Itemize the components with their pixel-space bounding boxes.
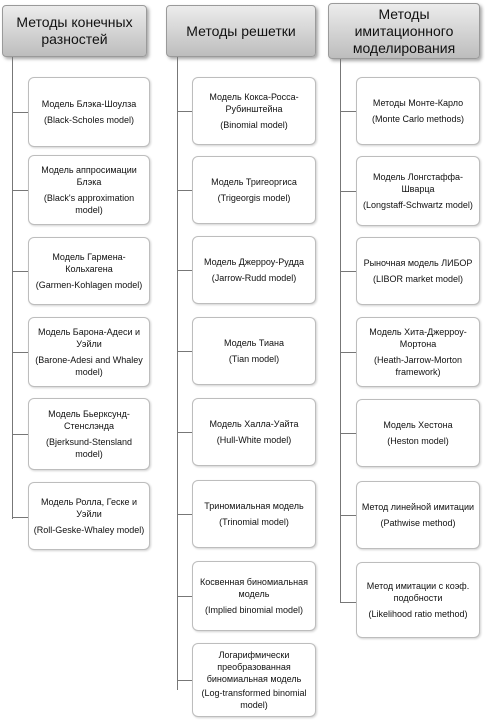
column-title: Методы решетки — [186, 22, 296, 39]
model-box — [28, 482, 150, 550]
model-name-ru: Модель Хита-Джерроу-Мортона — [369, 327, 467, 349]
model-name-ru: Модель Джерроу-Рудда — [203, 257, 305, 267]
connector-branch — [177, 190, 192, 191]
connector-branch — [177, 596, 192, 597]
model-name-en: (Hull-White model) — [216, 435, 292, 445]
connector-branch — [12, 352, 28, 353]
model-box — [192, 236, 316, 304]
model-name-ru: Модель Тиана — [224, 338, 284, 348]
model-name-ru: Модель Кокса-Росса-Рубинштейна — [209, 92, 299, 114]
model-name-ru: Модель Гармена-Кольхагена — [52, 252, 126, 274]
model-name-ru: Методы Монте-Карло — [372, 98, 464, 108]
connector-branch — [340, 515, 356, 516]
model-box — [28, 398, 150, 470]
connector-branch — [177, 111, 192, 112]
model-name-ru: Модель аппросимации Блэка — [41, 165, 137, 187]
model-name-ru: Модель Блэка-Шоулза — [41, 99, 137, 109]
model-box — [192, 77, 316, 145]
column-header-lattice — [166, 5, 316, 57]
model-name-ru: Модель Барона-Адеси и Уэйли — [37, 327, 140, 349]
model-name-en: (LIBOR market model) — [372, 274, 464, 284]
model-box — [356, 237, 480, 305]
connector-branch — [177, 270, 192, 271]
model-name-ru: Модель Ролла, Геске и Уэйли — [40, 497, 138, 519]
column-title: Методы имитационного моделирования — [352, 5, 456, 56]
connector-branch — [12, 517, 28, 518]
model-name-ru: Модель Бьерксунд-Стенслэнда — [48, 409, 130, 431]
connector-branch — [177, 351, 192, 352]
connector-branch — [340, 433, 356, 434]
model-name-en: (Jarrow-Rudd model) — [211, 273, 297, 283]
connector-branch — [340, 352, 356, 353]
connector-trunk — [340, 59, 341, 603]
model-box — [28, 155, 150, 225]
connector-branch — [340, 191, 356, 192]
model-box — [192, 480, 316, 548]
model-name-en: (Heston model) — [387, 436, 449, 446]
connector-branch — [177, 432, 192, 433]
model-name-en: (Garmen-Kohlagen model) — [35, 280, 143, 290]
model-box — [28, 237, 150, 305]
model-name-en: (Likelihood ratio method) — [368, 609, 468, 619]
model-name-en: (Barone-Adesi and Whaley model) — [35, 355, 143, 377]
model-name-ru: Метод имитации с коэф. подобности — [366, 581, 470, 603]
model-name-en: (Implied binomial model) — [204, 605, 304, 615]
model-name-ru: Рыночная модель ЛИБОР — [363, 258, 473, 268]
connector-branch — [340, 602, 356, 603]
model-name-ru: Метод линейной имитации — [361, 502, 475, 512]
model-name-en: (Heath-Jarrow-Morton framework) — [373, 355, 463, 377]
model-name-en: (Roll-Geske-Whaley model) — [33, 525, 145, 535]
model-name-ru: Модель Халла-Уайта — [209, 419, 299, 429]
model-name-en: (Black's approximation model) — [43, 193, 135, 215]
model-name-en: (Monte Carlo methods) — [371, 114, 465, 124]
connector-branch — [12, 434, 28, 435]
model-name-ru: Косвенная биномиальная модель — [200, 577, 308, 599]
model-box — [28, 317, 150, 387]
model-box — [356, 399, 480, 467]
model-name-ru: Модель Лонгстаффа-Шварца — [372, 172, 464, 194]
model-box — [356, 481, 480, 549]
model-name-en: (Log-transformed binomial model) — [201, 688, 307, 710]
connector-branch — [12, 190, 28, 191]
model-name-ru: Логарифмически преобразованная биномиальная модель — [206, 650, 302, 684]
model-box — [356, 562, 480, 638]
model-name-en: (Pathwise method) — [380, 518, 456, 528]
model-box — [356, 77, 480, 145]
model-box — [192, 398, 316, 466]
model-name-ru: Триномиальная модель — [204, 501, 304, 511]
model-name-en: (Binomial model) — [220, 120, 288, 130]
column-header-simulation — [328, 3, 480, 59]
model-box — [356, 156, 480, 226]
model-box — [192, 561, 316, 631]
model-box — [192, 317, 316, 385]
column-title: Методы конечных разностей — [16, 14, 133, 47]
model-name-en: (Trinomial model) — [219, 517, 289, 527]
model-box — [356, 317, 480, 387]
model-name-en: (Bjerksund-Stensland model) — [45, 437, 133, 459]
column-header-finite-difference — [2, 5, 147, 57]
connector-branch — [177, 680, 192, 681]
model-name-ru: Модель Хестона — [383, 420, 453, 430]
connector-branch — [12, 271, 28, 272]
model-box — [28, 77, 150, 147]
connector-branch — [340, 271, 356, 272]
connector-branch — [12, 112, 28, 113]
model-name-ru: Модель Тригеоргиса — [211, 177, 297, 187]
model-name-en: (Trigeorgis model) — [217, 193, 291, 203]
model-name-en: (Longstaff-Schwartz model) — [363, 200, 473, 210]
model-name-en: (Black-Scholes model) — [43, 115, 135, 125]
connector-branch — [340, 111, 356, 112]
model-box — [192, 156, 316, 224]
model-name-en: (Tian model) — [228, 354, 280, 364]
model-box — [192, 643, 316, 717]
connector-branch — [177, 514, 192, 515]
connector-trunk — [12, 57, 13, 519]
